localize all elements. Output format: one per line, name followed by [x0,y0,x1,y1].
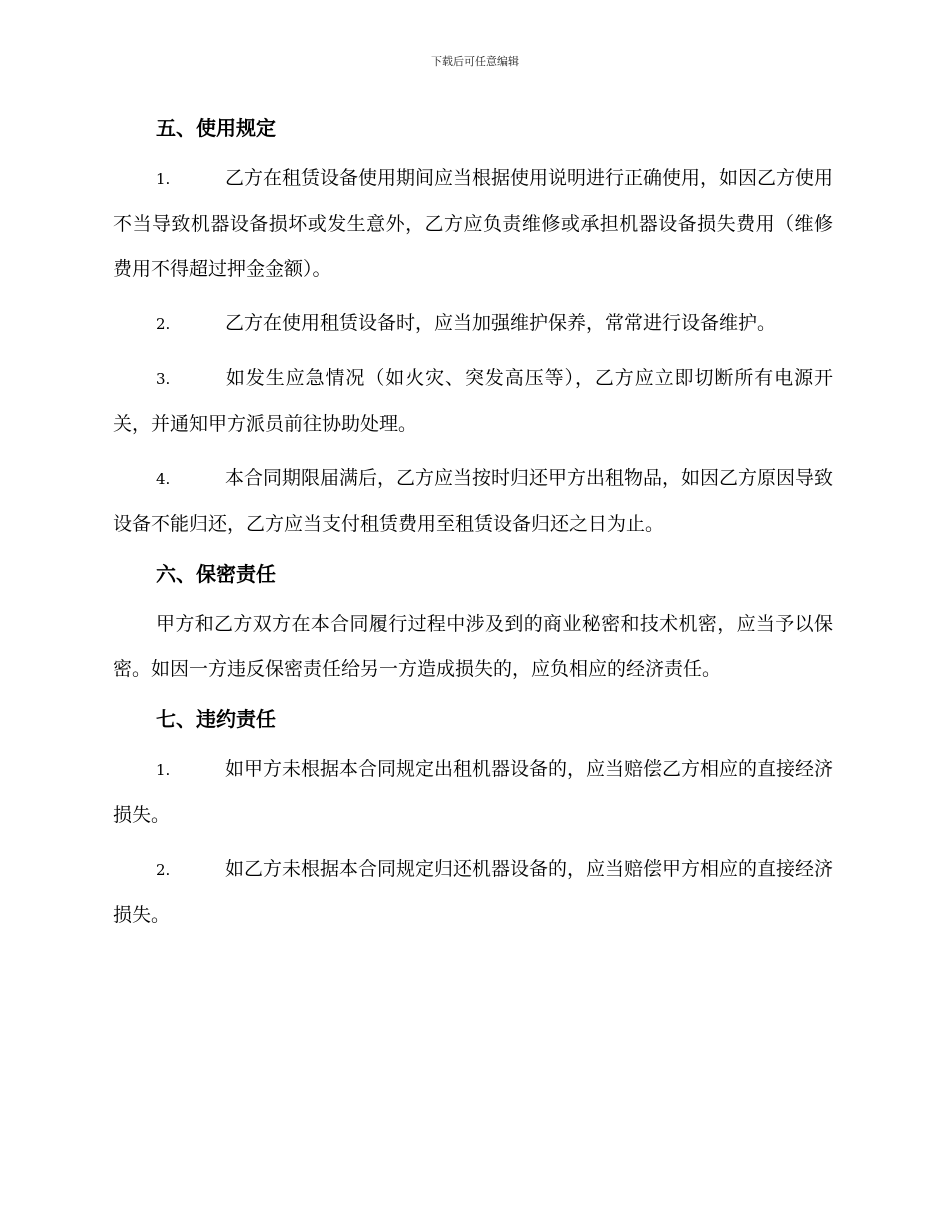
section-heading: 七、违约责任 [156,707,276,731]
document-body [113,110,833,947]
list-item [113,301,833,347]
section-liability [113,701,833,938]
item-text: 如甲方未根据本合同规定出租机器设备的，应当赔偿乙方相应的直接经济损失。 [113,758,834,826]
item-text: 如发生应急情况（如火灾、突发高压等），乙方应立即切断所有电源开关，并通知甲方派员前往协助处理。 [113,367,833,435]
item-number: 2. [156,861,171,879]
item-text: 如乙方未根据本合同规定归还机器设备的，应当赔偿甲方相应的直接经济损失。 [113,858,834,926]
item-text: 本合同期限届满后，乙方应当按时归还甲方出租物品，如因乙方原因导致设备不能归还，乙方应当支付租赁费用至租赁设备归还之日为止。 [113,467,834,535]
list-item [113,456,833,547]
section-heading: 五、使用规定 [156,116,276,140]
item-text: 乙方在使用租赁设备时，应当加强维护保养，常常进行设备维护。 [225,312,777,334]
section-paragraph: 甲方和乙方双方在本合同履行过程中涉及到的商业秘密和技术机密，应当予以保密。如因一方违反保密责任给另一方造成损失的，应负相应的经济责任。 [113,613,833,680]
item-number: 2. [156,315,171,333]
list-item [113,356,833,447]
item-number: 1. [156,170,171,188]
page-header: 下载后可任意编辑 [431,55,519,68]
section-usage-rules [113,110,833,547]
list-item [113,747,833,838]
section-confidentiality [113,556,833,692]
item-text: 乙方在租赁设备使用期间应当根据使用说明进行正确使用，如因乙方使用不当导致机器设备损坏或发生意外，乙方应负责维修或承担机器设备损失费用（维修费用不得超过押金金额）。 [113,167,834,280]
item-number: 3. [156,370,171,388]
list-item [113,156,833,292]
item-number: 1. [156,761,171,779]
item-number: 4. [156,470,171,488]
list-item [113,847,833,938]
section-heading: 六、保密责任 [156,562,276,586]
